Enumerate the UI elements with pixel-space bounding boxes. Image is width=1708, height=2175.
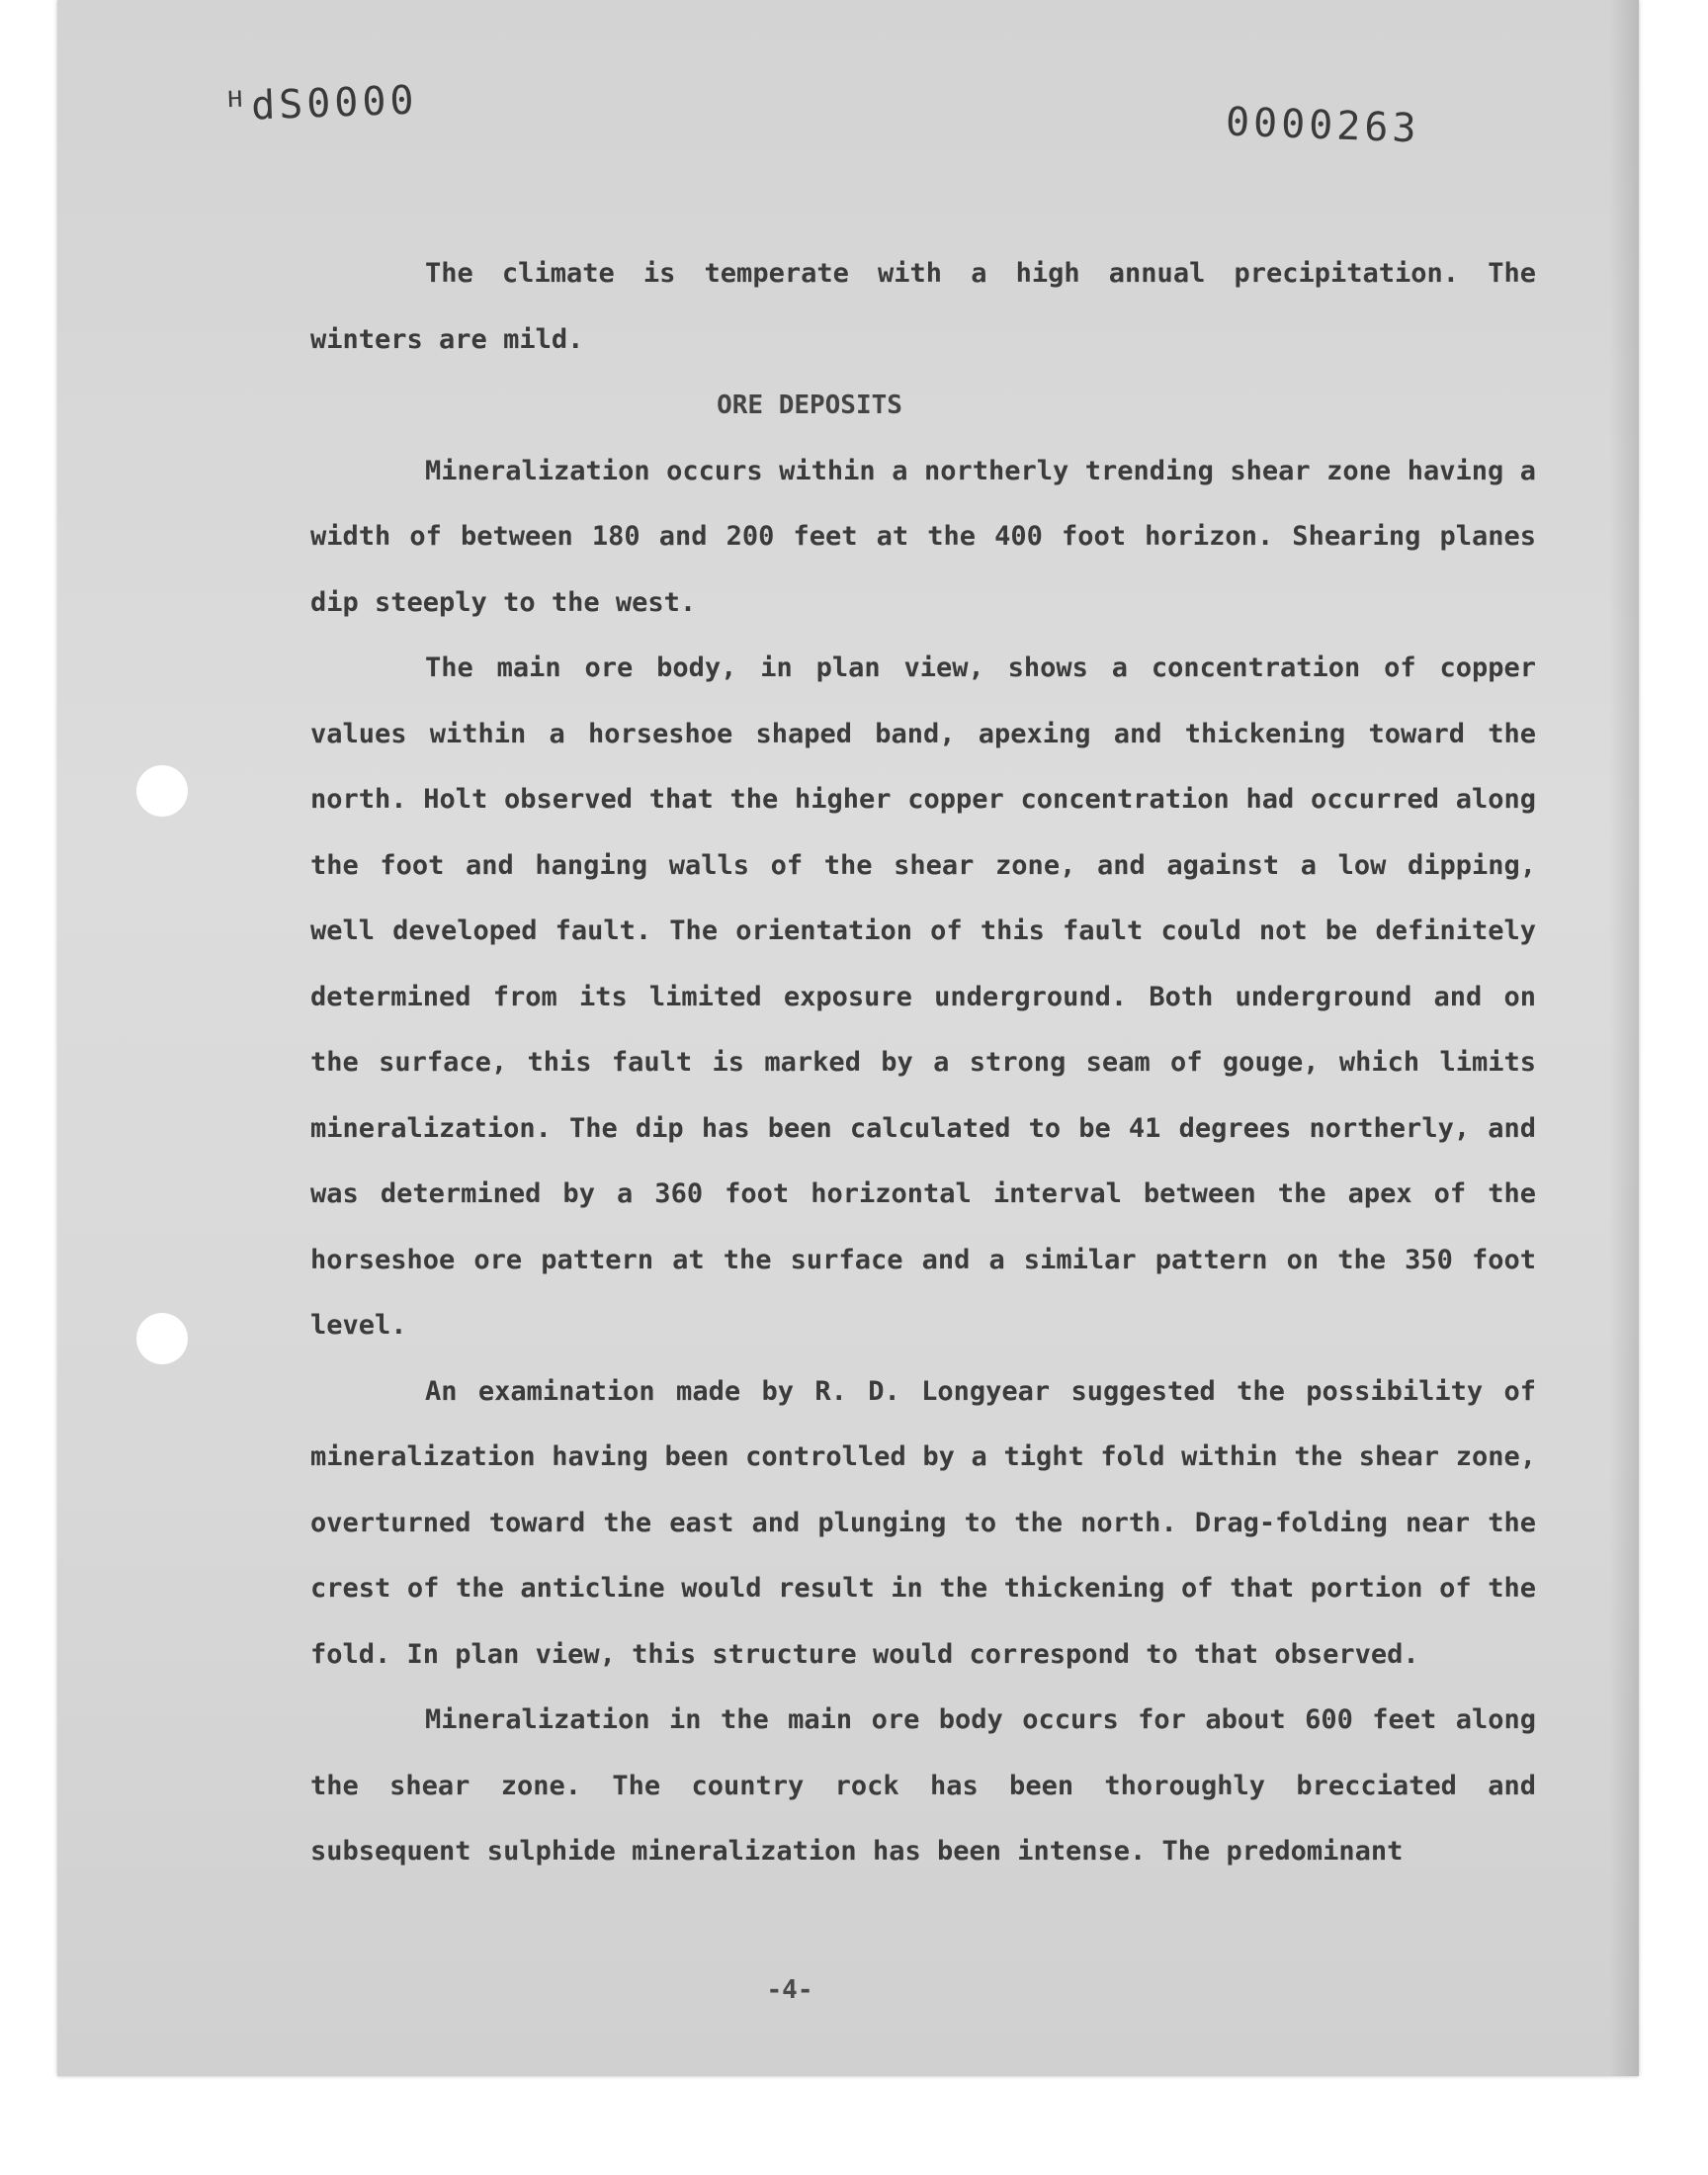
document-body	[310, 241, 1536, 1885]
paragraph-longyear-examination: An examination made by R. D. Longyear suggested the possibility of mineralization having been controlled by a tight fold within the shear zone, overturned toward the east and plunging to the north. Drag-folding near the crest of the anticline would result in the thickening of that portion of the fold. In plan view, this structure would correspond to that observed.	[310, 1375, 1536, 1670]
section-heading: ORE DEPOSITS	[717, 391, 902, 420]
paragraph-climate: The climate is temperate with a high annual precipitation. The winters are mild.	[310, 258, 1536, 355]
paragraph-mineralization-extent: Mineralization in the main ore body occurs for about 600 feet along the shear zone. The country rock has been thoroughly brecciated and subsequent sulphide mineralization has been intense. The predominant	[310, 1704, 1536, 1867]
paragraph-mineralization-zone: Mineralization occurs within a northerly trending shear zone having a width of between 180 and 200 feet at the 400 foot horizon. Shearing planes dip steeply to the west.	[310, 455, 1536, 618]
punch-hole-bottom	[136, 1313, 188, 1364]
punch-hole-top	[136, 765, 188, 817]
paragraph-main-ore-body: The main ore body, in plan view, shows a concentration of copper values within a horseshoe shaped band, apexing and thickening toward the north. Holt observed that the higher copper concentration had occurred along the foot and hanging walls of the shear zone, and against a low dipping, well developed fault. The orientation of this fault could not be definitely determined from its limited exposure underground. Both underground and on the surface, this fault is marked by a strong seam of gouge, which limits mineralization. The dip has been calculated to be 41 degrees northerly, and was determined by a 360 foot horizontal interval between the apex of the horseshoe ore pattern at the surface and a similar pattern on the 350 foot level.	[310, 652, 1536, 1341]
page-number: -4-	[766, 1975, 813, 2005]
document-stamp-right: 0000263	[1225, 99, 1421, 152]
page-edge-shadow	[1609, 0, 1639, 2076]
document-stamp-left: ᴴdS0000	[222, 77, 419, 130]
